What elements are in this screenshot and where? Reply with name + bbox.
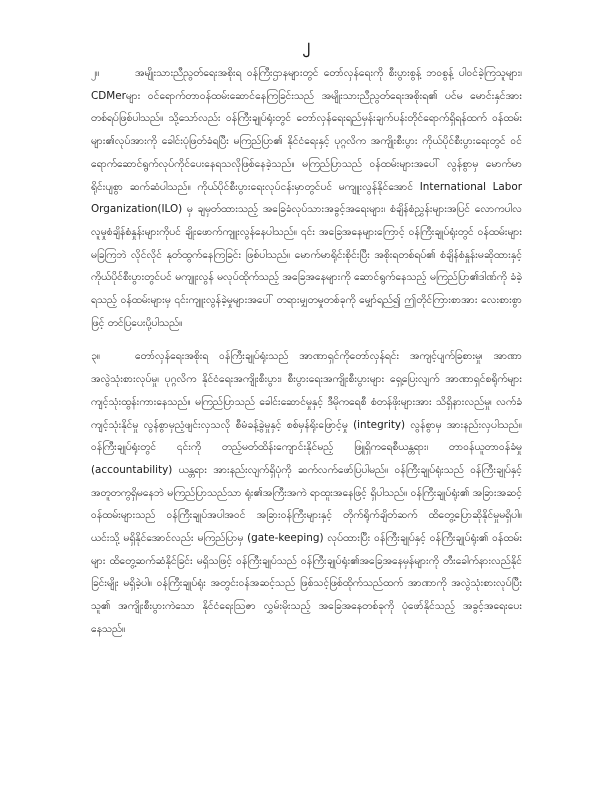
paragraph-text: အမျိုးသားညီညွတ်ရေးအစိုးရ ဝန်ကြီးဌာနများတွင် တော်လှန်ရေးကို စီးပွားစွန့် ဘဝစွန့် ပါဝင်ခဲ့ကြသူများ၊ CDMerများ ဝင်ရောက်တာဝန်ထမ်းဆောင်နေကြခြင်းသည် အမျိုးသားညီညွတ်ရေးအစိုးရ၏ ပင်မ မောင်းနှင်အား တစ်ရပ်ဖြစ်ပါသည်။ သို့သော်လည်း ဝန်ကြီးချုပ်ရုံးတွင် တော်လှန်ရေးရည်မှန်းချက်ပန်းတိုင်ရောက်ရှိရန်ထက် ဝန်ထမ်းများ၏လုပ်အားကို ခေါင်းပုံဖြတ်ခံရပြီး မကြည်ပြာ၏ နိုင်ငံရေးနှင့် ပုဂ္ဂလိက အကျိုးစီးပွား ကိုယ်ပိုင်စီးပွားရေးတွင် ဝင်ရောက်ဆောင်ရွက်လုပ်ကိုင်ပေးနေရသလိုဖြစ်နေခဲ့သည်။ မကြည်ပြာသည် ဝန်ထမ်းများအပေါ် လွန်စွာမှ မောက်မာရိုင်းပျစွာ ဆက်ဆံပါသည်။ ကိုယ်ပိုင်စီးပွားရေးလုပ်ငန်းမှာတွင်ပင် မကျူးလွန်နိုင်အောင် International Labor Organization(ILO) မှ ချမှတ်ထားသည့် အခြေခံလုပ်သားအခွင့်အရေးများ၊ စံချိန်စံညွှန်းများအပြင် လောကပါလ လူမှုစံချိန်စံနှုန်းများကိုပင် ချိုးဖောက်ကျူးလွန်နေပါသည်။ ၎င်း အခြေအနေများကြောင့် ဝန်ကြီးချုပ်ရုံးတွင် ဝန်ထမ်းများမခြကြဘဲ လိုင်လိုင် နုတ်ထွက်နေကြခြင်း ဖြစ်ပါသည်။ မောက်မာရိုင်းစိုင်းပြီး အစိုးရတစ်ရပ်၏ စံချိန်စံနှုန်းမဆိုထားနှင့် ကိုယ်ပိုင်စီးပွားတွင်ပင် မကျူးလွန် မလုပ်ထိုက်သည့် အခြေအနေများကို ဆောင်ရွက်နေသည့် မကြည်ပြာ၏ဒါဏ်ကို ခံခဲ့ရသည့် ဝန်ထမ်းများမှ ၎င်းကျူးလွန်ခဲ့မှုများအပေါ် တရားမျှတမှုတစ်ခုကို မျှော်ရည်၍ ဤတိုင်ကြားစာအား လေးစားစွာဖြင့် တင်ပြပေးပို့ပါသည်။	[91, 67, 522, 329]
page-number: ၂	[302, 36, 310, 54]
paragraph-2	[91, 62, 522, 334]
paragraph-number: ၂။	[91, 67, 100, 79]
document-body	[91, 62, 522, 641]
paragraph-text: တော်လှန်ရေးအစိုးရ ဝန်ကြီးချုပ်ရုံးသည် အာဏာရှင်ကိုတော်လှန်ရင်း အကျင့်ပျက်ခြစားမှု၊ အာဏာအလွဲသုံးစားလုပ်မှု၊ ပုဂ္ဂလိက နိုင်ငံရေးအကျိုးစီးပွား၊ စီးပွားရေးအကျိုးစီးပွားများ ရှေ့ပြေးလျက် အာဏာရှင်စရိုက်များ ကျင့်သုံးထွန်းကားနေသည်။ မကြည်ပြာသည် ခေါင်းဆောင်မှုနှင့် ဒီမိုကရေစီ စံတန်ဖိုးများအား သိရှိနားလည်မှု၊ လက်ခံကျင့်သုံးနိုင်မှု လွန်စွာမှညံ့ဖျင်းလှသလို စီမံခန့်ခွဲမှုနှင့် စစ်မှန်ရိုးဖြောင့်မှု (integrity) လွန်စွာမှ အားနည်းလှပါသည်။ ဝန်ကြီးချုပ်ရုံးတွင် ၎င်းကို တည့်မတ်ထိန်းကျောင်းနိုင်မည့် ဖြူရှိကရေစီယန္တရား၊ တာဝန်ယူတာဝန်ခံမှု (accountability) ယန္တရား အားနည်းလျက်ရှိပုံကို ဆက်လက်ဖော်ပြပါမည်။ ဝန်ကြီးချုပ်ရုံးသည် ဝန်ကြီးချုပ်နှင့်အတူတကွရှိမနေဘဲ မကြည်ပြာသည်သာ ရုံး၏အကြီးအကဲ ရာထူးအနေဖြင့် ရှိပါသည်။ ဝန်ကြီးချုပ်ရုံး၏ အခြားအဆင့်ဝန်ထမ်းများသည် ဝန်ကြီးချုပ်အပါအဝင် အခြားဝန်ကြီးများနှင့် တိုက်ရိုက်ချိတ်ဆက် ထိတွေ့ပြောဆိုနိုင်မှုမရှိပါ။ ယင်းသို့ မရှိနိုင်အောင်လည်း မကြည်ပြာမှ (gate-keeping) လုပ်ထားပြီး ဝန်ကြီးချုပ်နှင့် ဝန်ကြီးချုပ်ရုံး၏ ဝန်ထမ်းများ ထိတွေ့ဆက်ဆံနိုင်ခြင်း မရှိသဖြင့် ဝန်ကြီးချုပ်သည် ဝန်ကြီးချုပ်ရုံး၏အခြေအနေမှန်များကို တီးခေါက်နားလည်နိုင်ခြင်းမျိုး မရှိခဲ့ပါ။ ဝန်ကြီးချုပ်ရုံး အတွင်းဝန်အဆင့်သည် ဖြစ်သင့်ဖြစ်ထိုက်သည်ထက် အာဏာကို အလွဲသုံးစားလုပ်ပြီး သူ၏ အကျိုးစီးပွားကဲသော နိုင်ငံရေးသြဇာ လွှမ်းမိုးသည့် အခြေအနေတစ်ခုကို ပုံဖော်နိုင်သည့် အခွင့်အရေးပေးနေသည်။	[91, 350, 522, 635]
paragraph-3	[91, 345, 522, 640]
paragraph-number: ၃။	[91, 350, 100, 363]
